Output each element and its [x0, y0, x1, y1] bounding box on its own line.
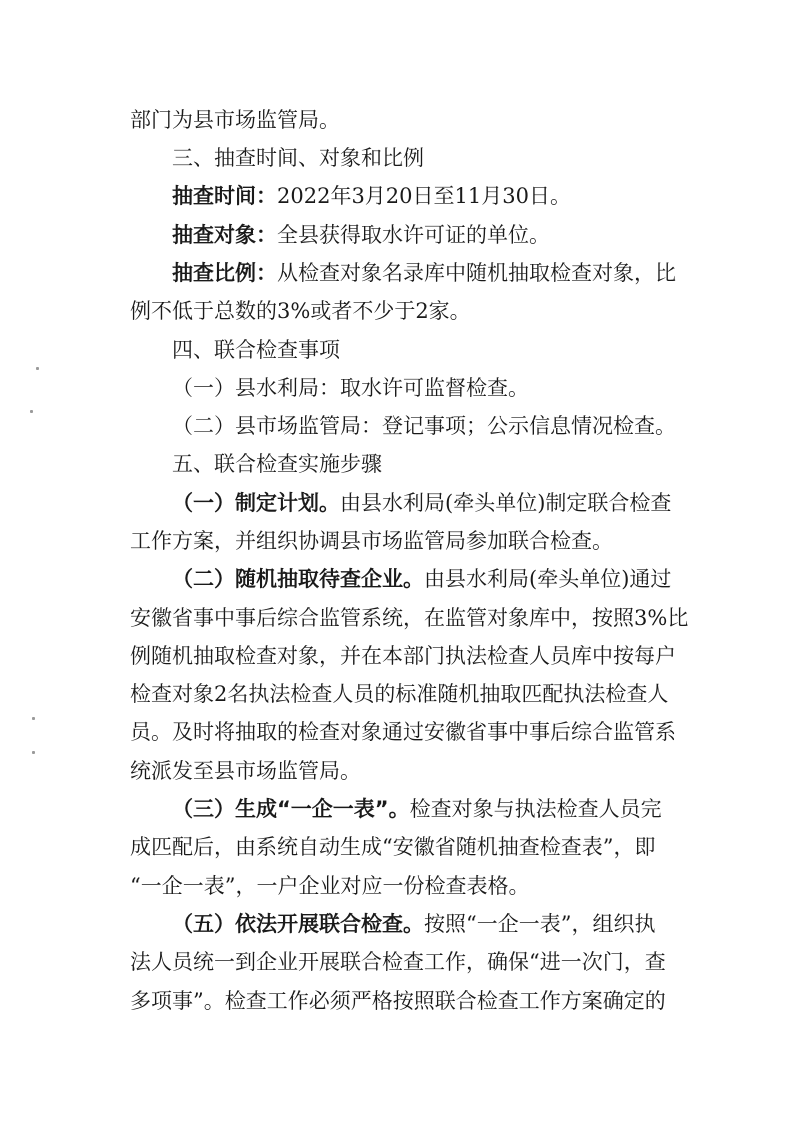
step-1-label: （一）制定计划。	[172, 491, 340, 515]
ratio-label: 抽查比例：	[172, 261, 277, 285]
text: （一）县水利局：取水许可监督检查。	[172, 376, 529, 400]
scan-speck	[32, 717, 35, 720]
object-label: 抽查对象：	[172, 223, 277, 247]
text: 员。及时将抽取的检查对象通过安徽省事中事后综合监管系	[130, 720, 676, 744]
text: （二）县市场监管局：登记事项；公示信息情况检查。	[172, 414, 676, 438]
object-text: 全县获得取水许可证的单位。	[277, 223, 550, 247]
text: 部门为县市场监管局。	[130, 108, 340, 132]
scan-speck	[32, 751, 35, 754]
step-5-label: （五）依法开展联合检查。	[172, 912, 424, 936]
text: 安徽省事中事后综合监管系统，在监管对象库中，按照3%比	[130, 606, 689, 630]
text: 检查对象2名执法检查人员的标准随机抽取匹配执法检查人	[130, 682, 669, 706]
scan-speck	[30, 410, 33, 413]
text: 例不低于总数的3%或者不少于2家。	[130, 299, 471, 323]
time-text: 2022年3月20日至11月30日。	[277, 184, 571, 208]
step-2-label: （二）随机抽取待查企业。	[172, 567, 424, 591]
scan-speck	[36, 367, 39, 370]
text: 三、抽查时间、对象和比例	[172, 146, 424, 170]
text: 例随机抽取检查对象，并在本部门执法检查人员库中按每户	[130, 644, 676, 668]
time-label: 抽查时间：	[172, 184, 277, 208]
text: 由县水利局(牵头单位)制定联合检查	[340, 491, 672, 515]
text: 按照“一企一表”，组织执	[424, 912, 656, 936]
text: 由县水利局(牵头单位)通过	[424, 567, 672, 591]
text: 四、联合检查事项	[172, 338, 340, 362]
text: 统派发至县市场监管局。	[130, 759, 361, 783]
step-3-label: （三）生成“一企一表”。	[172, 797, 410, 821]
text: 法人员统一到企业开展联合检查工作，确保“进一次门，查	[130, 950, 666, 974]
text: “一企一表”，一户企业对应一份检查表格。	[130, 874, 530, 898]
text: 五、联合检查实施步骤	[172, 452, 382, 476]
text: 成匹配后，由系统自动生成“安徽省随机抽查检查表”，即	[130, 835, 656, 859]
text: 多项事”。检查工作必须严格按照联合检查工作方案确定的	[130, 989, 666, 1013]
text: 检查对象与执法检查人员完	[409, 797, 662, 821]
ratio-text: 从检查对象名录库中随机抽取检查对象，比	[277, 261, 676, 285]
text: 工作方案，并组织协调县市场监管局参加联合检查。	[130, 529, 613, 553]
